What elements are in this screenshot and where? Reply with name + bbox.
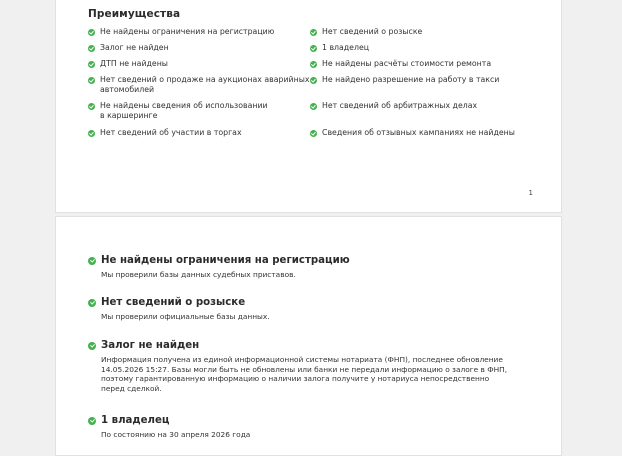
advantage-item: ДТП не найдены — [88, 59, 310, 75]
detail-title: 1 владелец — [101, 415, 170, 426]
advantage-item: Не найдены расчёты стоимости ремонта — [310, 59, 540, 75]
detail-text: Мы проверили базы данных судебных приставов. — [101, 270, 296, 279]
advantage-item: Нет сведений о продаже на аукционах аварийных автомобилей — [88, 75, 310, 101]
advantages-row — [88, 59, 548, 75]
check-icon — [88, 77, 95, 84]
advantage-item: 1 владелец — [310, 43, 540, 59]
check-icon — [88, 130, 95, 137]
check-icon — [88, 103, 95, 110]
check-icon — [88, 299, 96, 307]
advantage-item: Сведения об отзывных кампаниях не найдены — [310, 128, 540, 144]
check-icon — [310, 130, 317, 137]
advantages-title: Преимущества — [88, 8, 181, 20]
check-icon — [88, 257, 96, 265]
page-number: 1 — [528, 189, 533, 197]
detail-block — [88, 255, 528, 280]
advantages-list — [88, 27, 548, 144]
advantage-item: Не найдены сведения об использовании в каршеринге — [88, 101, 268, 128]
detail-title: Не найдены ограничения на регистрацию — [101, 255, 350, 266]
advantages-row — [88, 27, 548, 43]
advantages-row — [88, 75, 548, 101]
advantages-row — [88, 101, 548, 128]
advantage-item: Нет сведений о розыске — [310, 27, 540, 43]
advantage-item: Не найдены ограничения на регистрацию — [88, 27, 310, 43]
detail-text: По состоянию на 30 апреля 2026 года — [101, 430, 251, 439]
detail-block — [88, 297, 528, 322]
detail-text: Информация получена из единой информационной системы нотариата (ФНП), последнее обновление 14.05.2026 15:27. Базы могли быть не обновлены или банки не передали информацию о залоге в ФНП, поэтому гарантированную информацию о наличии залога получите у нотариуса непосредственно перед сделкой. — [101, 355, 508, 393]
check-icon — [310, 77, 317, 84]
check-icon — [310, 61, 317, 68]
check-icon — [310, 103, 317, 110]
advantage-item: Нет сведений об арбитражных делах — [310, 101, 540, 128]
check-icon — [88, 342, 96, 350]
advantage-item: Залог не найден — [88, 43, 310, 59]
check-icon — [310, 29, 317, 36]
advantage-item: Не найдено разрешение на работу в такси — [310, 75, 540, 101]
detail-text: Мы проверили официальные базы данных. — [101, 312, 270, 321]
check-icon — [310, 45, 317, 52]
check-icon — [88, 417, 96, 425]
detail-block — [88, 340, 508, 393]
advantage-item: Нет сведений об участии в торгах — [88, 128, 310, 144]
detail-title: Нет сведений о розыске — [101, 297, 246, 308]
check-icon — [88, 45, 95, 52]
detail-title: Залог не найден — [101, 340, 200, 351]
report-page-2 — [55, 216, 562, 456]
check-icon — [88, 29, 95, 36]
report-page-1 — [55, 0, 562, 213]
advantages-row — [88, 128, 548, 144]
advantages-row — [88, 43, 548, 59]
check-icon — [88, 61, 95, 68]
detail-block — [88, 415, 528, 440]
